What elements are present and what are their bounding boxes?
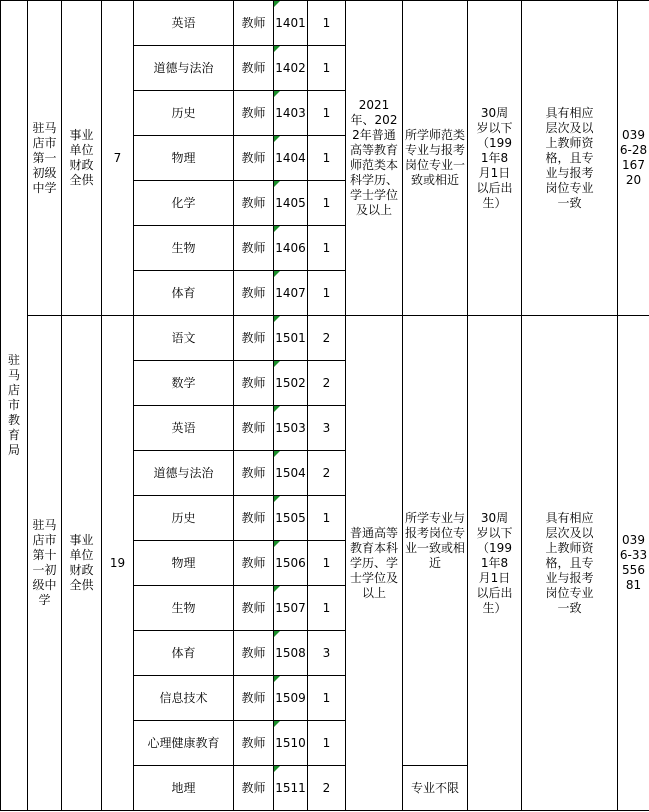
count-cell: 1 [308,496,346,541]
count-cell: 1 [308,46,346,91]
education-cell: 2021年、2022年普通高等教育师范类本科学历、学士学位及以上 [346,1,403,316]
subject-cell: 信息技术 [134,676,234,721]
subject-cell: 化学 [134,181,234,226]
role-cell: 教师 [234,631,274,676]
count-cell: 2 [308,451,346,496]
subject-cell: 物理 [134,541,234,586]
phone-cell: 0396-3355681 [618,316,649,811]
cell-marker-icon [274,631,280,637]
unit-nature-cell: 事业单位财政全供 [62,1,102,316]
cert-cell: 具有相应层次及以上教师资格，且专业与报考岗位专业一致 [522,316,618,811]
role-cell: 教师 [234,1,274,46]
code-cell: 1511 [274,766,308,811]
cell-marker-icon [274,181,280,187]
major-cell: 所学师范类专业与报考岗位专业一致或相近 [403,1,468,316]
role-cell: 教师 [234,271,274,316]
role-cell: 教师 [234,586,274,631]
code-cell: 1405 [274,181,308,226]
code-cell: 1510 [274,721,308,766]
code-cell: 1503 [274,406,308,451]
count-cell: 1 [308,676,346,721]
age-cell: 30周岁以下（1991年8月1日以后出生） [468,316,522,811]
role-cell: 教师 [234,406,274,451]
role-cell: 教师 [234,136,274,181]
subject-cell: 物理 [134,136,234,181]
role-cell: 教师 [234,451,274,496]
code-cell: 1502 [274,361,308,406]
code-cell: 1504 [274,451,308,496]
cell-marker-icon [274,406,280,412]
major-cell: 所学专业与报考岗位专业一致或相近 [403,316,468,766]
dept-cell: 驻马店市教育局 [1,1,28,811]
subject-cell: 地理 [134,766,234,811]
count-cell: 1 [308,91,346,136]
role-cell: 教师 [234,91,274,136]
subject-cell: 道德与法治 [134,451,234,496]
cell-marker-icon [274,451,280,457]
role-cell: 教师 [234,541,274,586]
count-cell: 1 [308,541,346,586]
subject-cell: 体育 [134,271,234,316]
cell-marker-icon [274,91,280,97]
cert-cell: 具有相应层次及以上教师资格，且专业与报考岗位专业一致 [522,1,618,316]
subject-cell: 道德与法治 [134,46,234,91]
unit-total-cell: 19 [102,316,134,811]
cell-marker-icon [274,721,280,727]
subject-cell: 心理健康教育 [134,721,234,766]
cell-marker-icon [274,316,280,322]
subject-cell: 数学 [134,361,234,406]
major-cell-last: 专业不限 [403,766,468,811]
cell-marker-icon [274,541,280,547]
cell-marker-icon [274,496,280,502]
count-cell: 1 [308,1,346,46]
table-row [1,1,649,46]
cell-marker-icon [274,136,280,142]
count-cell: 1 [308,181,346,226]
count-cell: 1 [308,136,346,181]
unit-name-cell: 驻马店市第一初级中学 [28,1,62,316]
table-row [1,316,649,361]
cell-marker-icon [274,676,280,682]
role-cell: 教师 [234,721,274,766]
code-cell: 1509 [274,676,308,721]
role-cell: 教师 [234,316,274,361]
count-cell: 1 [308,586,346,631]
cell-marker-icon [274,766,280,772]
count-cell: 3 [308,631,346,676]
role-cell: 教师 [234,226,274,271]
count-cell: 2 [308,361,346,406]
code-cell: 1505 [274,496,308,541]
role-cell: 教师 [234,676,274,721]
count-cell: 3 [308,406,346,451]
education-cell: 普通高等教育本科学历、学士学位及以上 [346,316,403,811]
code-cell: 1401 [274,1,308,46]
code-cell: 1404 [274,136,308,181]
cell-marker-icon [274,361,280,367]
subject-cell: 体育 [134,631,234,676]
subject-cell: 生物 [134,226,234,271]
subject-cell: 历史 [134,91,234,136]
subject-cell: 生物 [134,586,234,631]
count-cell: 1 [308,226,346,271]
role-cell: 教师 [234,361,274,406]
code-cell: 1501 [274,316,308,361]
code-cell: 1406 [274,226,308,271]
code-cell: 1403 [274,91,308,136]
unit-total-cell: 7 [102,1,134,316]
code-cell: 1402 [274,46,308,91]
unit-name-cell: 驻马店市第十一初级中学 [28,316,62,811]
unit-nature-cell: 事业单位财政全供 [62,316,102,811]
cell-marker-icon [274,271,280,277]
count-cell: 1 [308,721,346,766]
subject-cell: 英语 [134,1,234,46]
age-cell: 30周岁以下（1991年8月1日以后出生） [468,1,522,316]
code-cell: 1507 [274,586,308,631]
count-cell: 2 [308,316,346,361]
phone-cell: 0396-2816720 [618,1,649,316]
count-cell: 2 [308,766,346,811]
count-cell: 1 [308,271,346,316]
cell-marker-icon [274,1,280,7]
role-cell: 教师 [234,496,274,541]
subject-cell: 英语 [134,406,234,451]
role-cell: 教师 [234,46,274,91]
code-cell: 1407 [274,271,308,316]
code-cell: 1508 [274,631,308,676]
role-cell: 教师 [234,181,274,226]
code-cell: 1506 [274,541,308,586]
subject-cell: 语文 [134,316,234,361]
cell-marker-icon [274,586,280,592]
role-cell: 教师 [234,766,274,811]
cell-marker-icon [274,226,280,232]
subject-cell: 历史 [134,496,234,541]
cell-marker-icon [274,46,280,52]
